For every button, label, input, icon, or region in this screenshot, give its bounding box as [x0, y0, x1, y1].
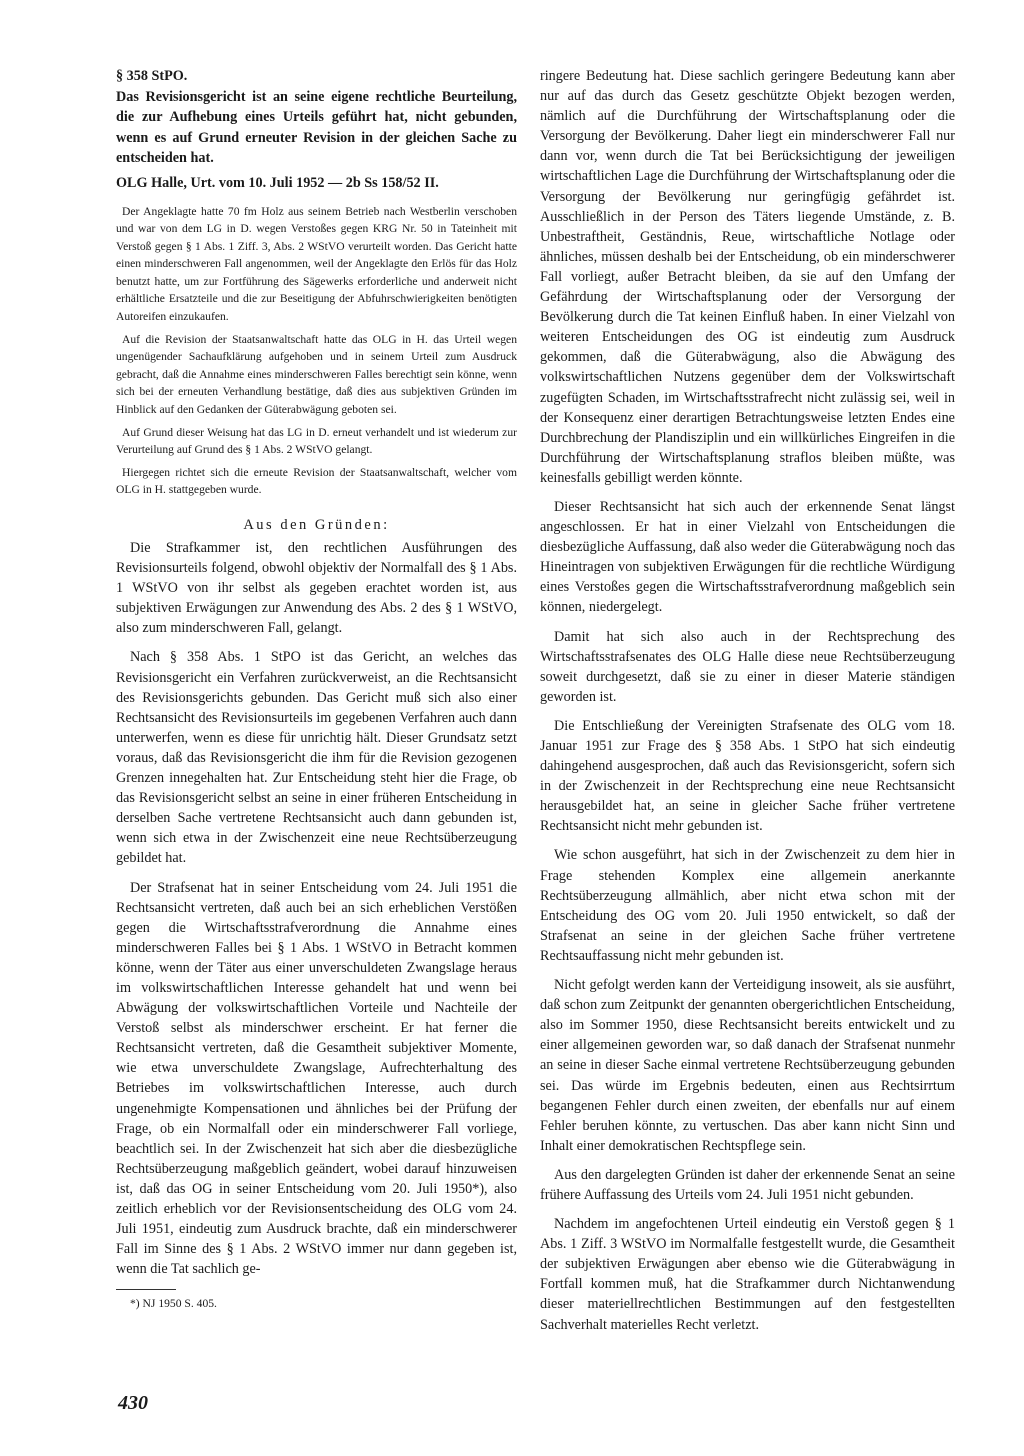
page-number: 430	[118, 1392, 148, 1414]
grounds-heading: Aus den Gründen:	[243, 517, 390, 533]
body-paragraph: Nachdem im angefochtenen Urteil eindeutig ein Verstoß gegen § 1 Abs. 1 Ziff. 3 WStVO im Normalfalle festgestellt wurde, die Gesamtheit der subjektiven Erwägungen aber ebenso wie die Güterabwägung in Fortfall kommen muß, hat die Strafkammer durch Nichtanwendung dieser materiellrechtlichen Bestimmungen auf den festgestellten Sachverhalt materielles Recht verletzt.	[540, 1216, 955, 1333]
body-paragraph: Nicht gefolgt werden kann der Verteidigung insoweit, als sie ausführt, daß schon zum Zeitpunkt der genannten obergerichtlichen Entscheidung, also im Sommer 1950, diese Rechtsansicht bereits entwickelt und zu einer allgemeinen geworden war, so daß danach der Strafsenat nunmehr an seine in dieser Sache einmal vertretene Rechtsüberzeugung gebunden sei. Das würde im Ergebnis bedeuten, einen aus Rechtsirrtum begangenen Fehler durch einen zweiten, der ebenfalls nur auf einem Fehler beruhen könnte, zu vertuschen. Das aber kann nicht Sinn und Inhalt einer demokratischen Rechtspflege sein.	[540, 977, 955, 1154]
section-reference: § 358 StPO.	[116, 68, 188, 84]
left-body	[116, 538, 517, 1279]
left-column	[116, 66, 517, 1312]
body-paragraph: Wie schon ausgeführt, hat sich in der Zwischenzeit zu dem hier in Frage stehenden Komplex eine allgemein anerkannte Rechtsüberzeugung allmählich, aber nicht etwa schon mit der Entscheidung des OG vom 20. Juli 1950 entwickelt, so daß der Strafsenat an seine in der gleichen Sache früher vertretene Rechtsauffassung nicht mehr gebunden ist.	[540, 847, 955, 964]
facts-section	[116, 203, 517, 500]
footnote-divider	[116, 1289, 176, 1290]
facts-paragraph: Hiergegen richtet sich die erneute Revision der Staatsanwaltschaft, welcher vom OLG in H. stattgegeben wurde.	[116, 465, 517, 497]
body-paragraph: Der Strafsenat hat in seiner Entscheidung vom 24. Juli 1951 die Rechtsansicht vertreten, daß auch bei an sich erheblichen Verstößen gegen die Wirtschaftsstrafverordnung die Annahme eines minderschweren Falles bei § 1 Abs. 1 WStVO in Betracht kommen könne, wenn der Täter aus einer unverschuldeten Zwangslage heraus im volkswirtschaftlichen Interesse gehandelt hat und wenn bei Abwägung der volkswirtschaftlichen Vorteile und Nachteile der Verstoß selbst als minderschwer erscheint. Er hat ferner die Rechtsansicht vertreten, daß die Gesamtheit subjektiver Momente, wie etwa unverschuldete Zwangslage, Aufrechterhaltung des Betriebes im volkswirtschaftlichen Interesse, auch durch ungenehmigte Kompensationen und ähnliches bei der Prüfung der Frage, ob ein Normalfall oder ein minderschwerer Fall vorliege, beachtlich sei. In der Zwischenzeit hat sich aber die diesbezügliche Rechtsüberzeugung maßgeblich geändert, wobei darauf hinzuweisen ist, daß das OG in seiner Entscheidung vom 20. Juli 1950*), also zeitlich erheblich vor der Revisionsentscheidung des OLG vom 24. Juli 1951, eindeutig zum Ausdruck brachte, daß ein minderschwerer Fall im Sinne des § 1 Abs. 2 WStVO immer nur dann gegeben ist, wenn die Tat sachlich ge-	[116, 879, 517, 1278]
footnote: *) NJ 1950 S. 405.	[130, 1297, 217, 1311]
body-paragraph: ringere Bedeutung hat. Diese sachlich geringere Bedeutung kann aber nur auf das durch das Gesetz geschützte Objekt bezogen werden, nämlich auf die Durchführung der Wirtschaftsplanung oder die Versorgung der Bevölkerung. Daher liegt ein minderschwerer Fall nur dann vor, wenn durch die Tat bei Berücksichtigung der jeweiligen wirtschaftlichen Lage die Durchführung der Wirtschaftsplanung oder die Versorgung der Bevölkerung nur geringfügig gefährdet ist. Ausschließlich in der Person des Täters liegende Umstände, z. B. Unbestraftheit, Geständnis, Reue, wirtschaftliche Notlage oder ähnliches, müssen deshalb bei der Entscheidung, ob ein minderschwerer Fall vorliegt, außer Betracht bleiben, da sie auf den Umfang der Gefährdung der Wirtschaftsplanung oder der Versorgung der Bevölkerung durch die Tat keinen Einfluß haben. In einer Vielzahl von weiteren Entscheidungen des OG ist eindeutig zum Ausdruck gekommen, daß die Güterabwägung, also die Abwägung des volkswirtschaftlichen Nutzens gegenüber dem der Volkswirtschaft zugefügten Schaden, im Wirtschaftsstrafrecht nicht zulässig sei, weil in der Konsequenz einer derartigen Betrachtungsweise letzten Endes eine Durchbrechung der Plandisziplin und ein willkürliches Eingreifen in die Durchführung der Wirtschaftsplanung straflos bleiben müßte, was keinesfalls gebilligt werden könnte.	[540, 68, 955, 486]
court-citation: OLG Halle, Urt. vom 10. Juli 1952 — 2b Ss 158/52 II.	[116, 174, 439, 191]
body-paragraph: Die Strafkammer ist, den rechtlichen Ausführungen des Revisionsurteils folgend, obwohl objektiv der Normalfall des § 1 Abs. 1 WStVO von ihr selbst als gegeben erachtet worden ist, aus subjektiven Erwägungen zur Anwendung des Abs. 2 des § 1 WStVO, also zum minderschweren Fall, gelangt.	[116, 540, 517, 637]
facts-paragraph: Auf Grund dieser Weisung hat das LG in D. erneut verhandelt und ist wiederum zur Verurteilung auf Grund des § 1 Abs. 2 WStVO gelangt.	[116, 425, 517, 457]
body-paragraph: Damit hat sich also auch in der Rechtsprechung des Wirtschaftsstrafsenates des OLG Halle diese neue Rechtsüberzeugung soweit durchgesetzt, daß sie zu einer in dieser Materie ständigen geworden ist.	[540, 628, 955, 705]
right-column	[540, 66, 955, 1335]
body-paragraph: Aus den dargelegten Gründen ist daher der erkennende Senat an seine frühere Auffassung des Urteils vom 24. Juli 1951 nicht gebunden.	[540, 1166, 955, 1203]
headnote: Das Revisionsgericht ist an seine eigene rechtliche Beurteilung, die zur Aufhebung eines Urteils geführt hat, nicht gebunden, wenn es auf Grund erneuter Revision in der gleichen Sache zu entscheiden hat.	[116, 88, 517, 166]
facts-paragraph: Der Angeklagte hatte 70 fm Holz aus seinem Betrieb nach Westberlin verschoben und war von dem LG in D. wegen Verstoßes gegen KRG Nr. 50 in Tateinheit mit Verstoß gegen § 1 Abs. 1 Ziff. 3, Abs. 2 WStVO verurteilt worden. Das Gericht hatte einen minderschweren Fall angenommen, weil der Angeklagte den Erlös für das Holz benutzt hatte, um zur Fortführung des Sägewerks erforderliche und anderweit nicht erhältliche Ersatzteile und die zur Beseitigung der Abfuhrschwierigkeiten benötigten Autoreifen einzukaufen.	[116, 204, 517, 324]
body-paragraph: Dieser Rechtsansicht hat sich auch der erkennende Senat längst angeschlossen. Er hat in einer Vielzahl von Entscheidungen die diesbezügliche Auffassung, daß also weder die Güterabwägung noch das Hineintragen von subjektiven Erwägungen für die rechtliche Würdigung eines Verstoßes gegen die Wirtschaftsstrafverordnung maßgeblich sein können, niedergelegt.	[540, 498, 955, 616]
facts-paragraph: Auf die Revision der Staatsanwaltschaft hatte das OLG in H. das Urteil wegen ungenügender Sachaufklärung aufgehoben und in seinem Urteil zum Ausdruck gebracht, daß die Annahme eines minderschweren Falles berechtigt sein könne, wenn sich bei der erneuten Verhandlung bestätige, daß dies aus subjektiven Gründen im Hinblick auf den Gedanken der Güterabwägung geboten sei.	[116, 332, 517, 417]
body-paragraph: Nach § 358 Abs. 1 StPO ist das Gericht, an welches das Revisionsgericht ein Verfahren zurückverweist, an die Rechtsansicht des Revisionsgerichts gebunden. Das Gericht muß sich also einer Rechtsansicht des Revisionsurteils im gegebenen Verfahren auch dann unterwerfen, wenn es diese für unrichtig hält. Dieser Grundsatz setzt voraus, daß das Revisionsgericht die ihm für die Revision gezogenen Grenzen innegehalten hat. Zur Entscheidung steht hier die Frage, ob das Revisionsgericht selbst an seine in einer früheren Entscheidung in derselben Sache vertretene Rechtsansicht auch dann gebunden ist, wenn sich etwa in der Zwischenzeit eine neue Rechtsüberzeugung gebildet hat.	[116, 649, 517, 867]
body-paragraph: Die Entschließung der Vereinigten Strafsenate des OLG vom 18. Januar 1951 zur Frage des § 358 Abs. 1 StPO hat sich eindeutig dahingehend ausgesprochen, daß auch das Revisionsgericht, sofern sich in der Zwischenzeit in der Rechtsprechung eine neue Rechtsansicht herausgebildet hat, an seine in gleicher Sache früher vertretene Rechtsansicht nicht mehr gebunden ist.	[540, 717, 955, 835]
headnote-block	[116, 66, 517, 193]
